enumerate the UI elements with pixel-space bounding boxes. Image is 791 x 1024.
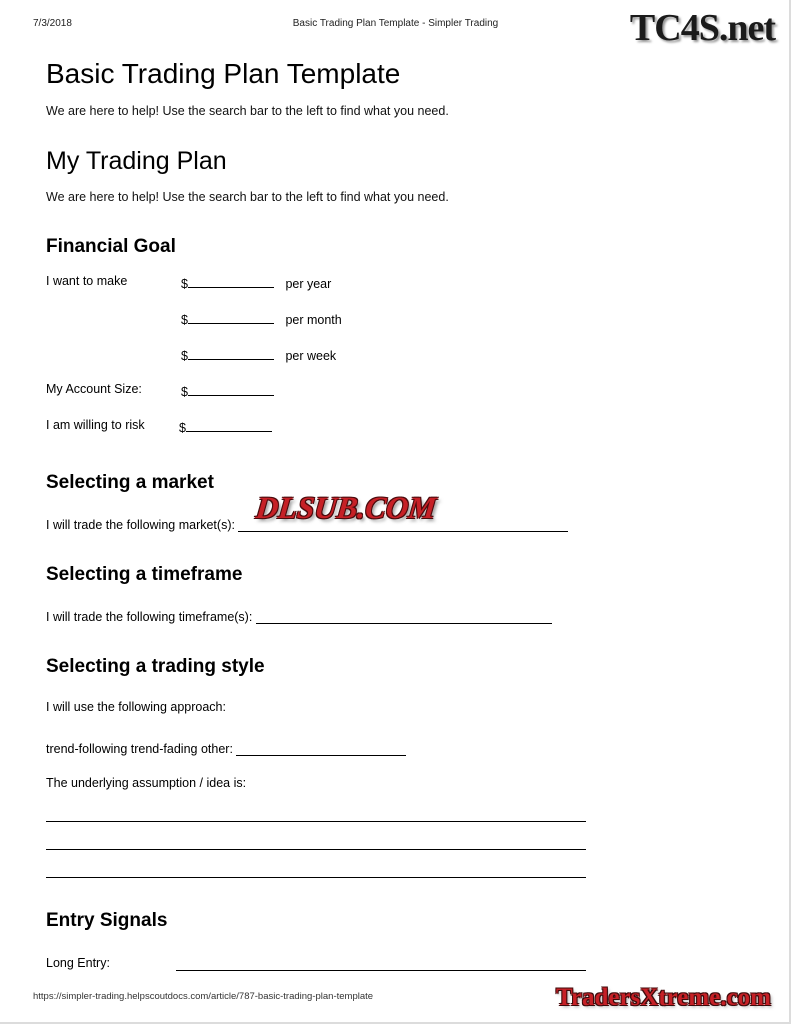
amount-blank-year[interactable] (188, 274, 274, 288)
heading-selecting-a-timeframe: Selecting a timeframe (46, 564, 243, 585)
heading-selecting-a-market: Selecting a market (46, 472, 214, 493)
assumption-blank-line-3[interactable] (46, 876, 586, 878)
tradersxtreme-name: TradersXtreme (556, 984, 721, 1011)
assumption-row (46, 776, 746, 794)
style-prompt: I will use the following approach: (46, 700, 226, 714)
period-month: per month (285, 313, 342, 327)
i-want-to-make-label: I want to make (46, 274, 128, 288)
account-size-blank[interactable] (188, 382, 274, 396)
heading-financial-goal: Financial Goal (46, 236, 176, 257)
financial-goal-row-week (46, 346, 746, 368)
financial-goal-row-year (46, 274, 746, 296)
assumption-label: The underlying assumption / idea is: (46, 776, 247, 790)
period-week: per week (285, 349, 337, 363)
amount-week (181, 346, 336, 363)
account-size-row (46, 382, 746, 404)
amount-blank-month[interactable] (188, 310, 274, 324)
timeframe-blank[interactable] (256, 609, 552, 624)
currency-symbol-month: $ (181, 313, 188, 327)
style-other-blank[interactable] (236, 741, 406, 756)
risk-blank[interactable] (186, 418, 272, 432)
tc4s-watermark: TC4S.net (629, 7, 775, 49)
currency-symbol-week: $ (181, 349, 188, 363)
amount-month (181, 310, 342, 327)
assumption-blank-line-1[interactable] (46, 820, 586, 822)
print-header-title: Basic Trading Plan Template - Simpler Trading (292, 18, 499, 29)
heading-entry-signals: Entry Signals (46, 910, 168, 931)
assumption-blank-line-2[interactable] (46, 848, 586, 850)
print-date: 7/3/2018 (33, 18, 72, 29)
currency-symbol-year: $ (181, 277, 188, 291)
long-entry-label: Long Entry: (46, 956, 110, 970)
risk-row (46, 418, 746, 440)
subtitle-my-trading-plan: My Trading Plan (46, 147, 227, 175)
currency-symbol-account: $ (181, 385, 188, 399)
amount-year (181, 274, 331, 291)
market-prompt: I will trade the following market(s): (46, 518, 235, 532)
risk-value (179, 418, 272, 435)
financial-goal-row-month (46, 310, 746, 332)
period-year: per year (285, 277, 332, 291)
style-prompt-row (46, 700, 746, 718)
heading-selecting-a-trading-style: Selecting a trading style (46, 656, 265, 677)
currency-symbol-risk: $ (179, 421, 186, 435)
dlsub-watermark: DLSUB.COM (254, 490, 438, 525)
long-entry-blank[interactable] (176, 969, 586, 971)
risk-label: I am willing to risk (46, 418, 145, 432)
amount-blank-week[interactable] (188, 346, 274, 360)
intro-text: We are here to help! Use the search bar to the left to find what you need. (46, 104, 449, 118)
timeframe-prompt: I will trade the following timeframe(s): (46, 610, 253, 624)
account-size-value (181, 382, 274, 399)
tradersxtreme-watermark (556, 984, 771, 1012)
style-options-row (46, 738, 746, 756)
page-title: Basic Trading Plan Template (46, 58, 401, 89)
subtitle-intro-text: We are here to help! Use the search bar to the left to find what you need. (46, 190, 449, 204)
style-options-label: trend-following trend-fading other: (46, 742, 233, 756)
footer-url: https://simpler-trading.helpscoutdocs.com/article/787-basic-trading-plan-template (33, 991, 374, 1002)
long-entry-row (46, 956, 746, 974)
timeframe-row (46, 606, 746, 624)
account-size-label: My Account Size: (46, 382, 142, 396)
tradersxtreme-domain: .com (720, 984, 771, 1011)
